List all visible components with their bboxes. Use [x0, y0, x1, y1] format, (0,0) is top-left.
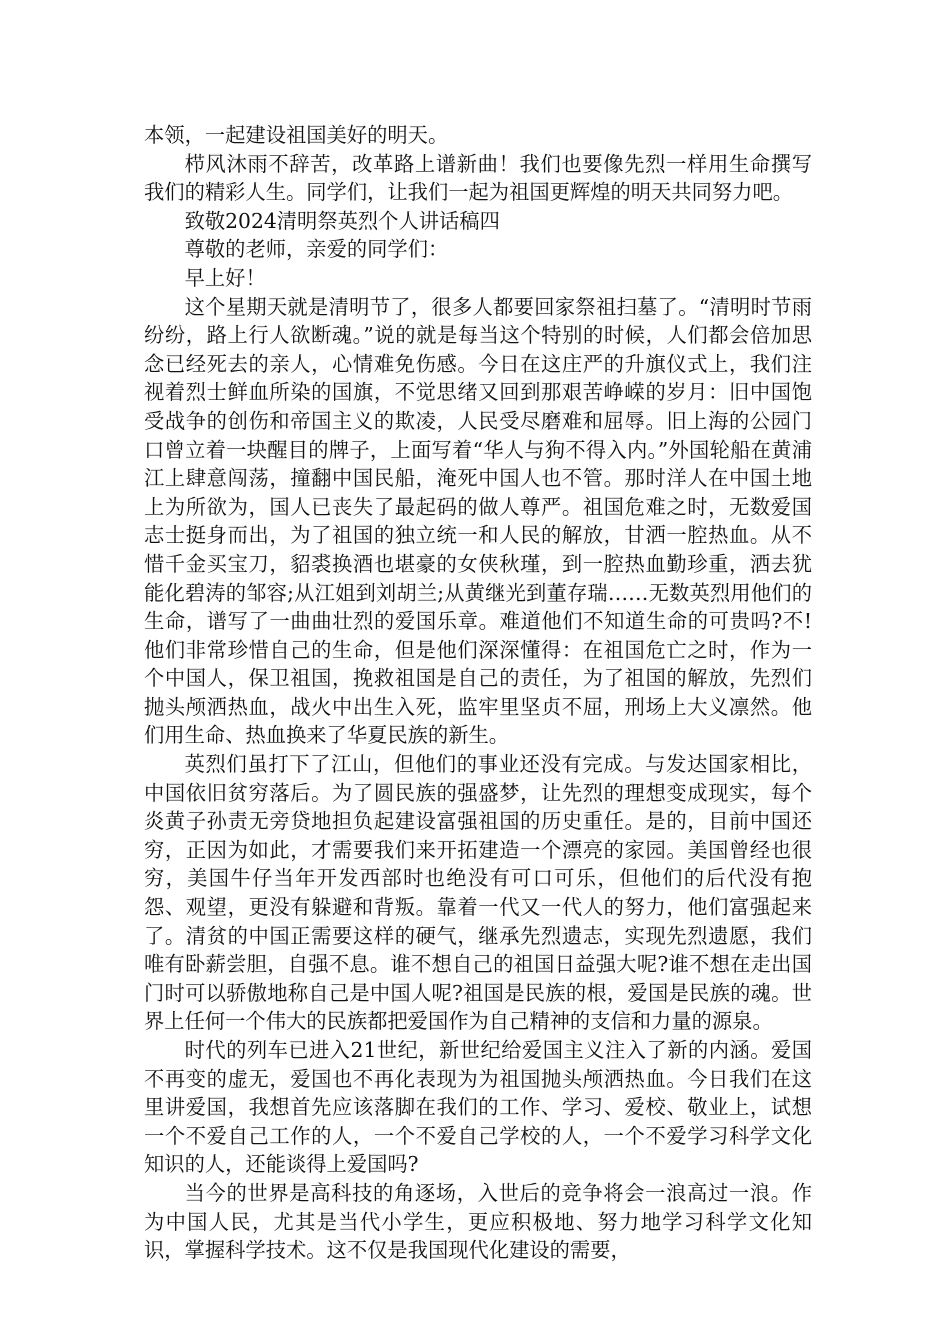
paragraph-6: 当今的世界是高科技的角逐场，入世后的竞争将会一浪高过一浪。作为中国人民，尤其是当代小学生，更应积极地、努力地学习科学文化知识，掌握科学技术。这不仅是我国现代化建设的需要， [144, 1180, 812, 1263]
paragraph-5: 时代的列车已进入21世纪，新世纪给爱国主义注入了新的内涵。爱国不再变的虚无，爱国也不再化表现为为祖国抛头颅洒热血。今日我们在这里讲爱国，我想首先应该落脚在我们的工作、学习、爱校、敬业上，试想一个不爱自己工作的人，一个不爱自己学校的人，一个不爱学习科学文化知识的人，还能谈得上爱国吗? [144, 1038, 812, 1177]
salutation: 尊敬的老师，亲爱的同学们： [184, 237, 449, 262]
paragraph-4: 英烈们虽打下了江山，但他们的事业还没有完成。与发达国家相比，中国依旧贫穷落后。为了圆民族的强盛梦，让先烈的理想变成现实，每个炎黄子孙责无旁贷地担负起建设富强祖国的历史重任。是的，目前中国还穷，正因为如此，才需要我们来开拓建造一个漂亮的家园。美国曾经也很穷，美国牛仔当年开发西部时也绝没有可口可乐，但他们的后代没有抱怨、观望，更没有躲避和背叛。靠着一代又一代人的努力，他们富强起来了。清贫的中国正需要这样的硬气，继承先烈遗志，实现先烈遗愿，我们唯有卧薪尝胆，自强不息。谁不想自己的祖国日益强大呢?谁不想在走出国门时可以骄傲地称自己是中国人呢?祖国是民族的根，爱国是民族的魂。世界上任何一个伟大的民族都把爱国作为自己精神的支信和力量的源泉。 [144, 752, 812, 1034]
document-page [144, 121, 812, 1265]
greeting: 早上好！ [184, 265, 266, 290]
paragraph-3: 这个星期天就是清明节了，很多人都要回家祭祖扫墓了。“清明时节雨纷纷，路上行人欲断魂。”说的就是每当这个特别的时候，人们都会倍加思念已经死去的亲人，心情难免伤感。今日在这庄严的升旗仪式上，我们注视着烈士鲜血所染的国旗，不觉思绪又回到那艰苦峥嵘的岁月：旧中国饱受战争的创伤和帝国主义的欺凌，人民受尽磨难和屈辱。旧上海的公园门口曾立着一块醒目的牌子，上面写着“华人与狗不得入内。”外国轮船在黄浦江上肆意闯荡，撞翻中国民船，淹死中国人也不管。那时洋人在中国土地上为所欲为，国人已丧失了最起码的做人尊严。祖国危难之时，无数爱国志士挺身而出，为了祖国的独立统一和人民的解放，甘洒一腔热血。从不惜千金买宝刀，貂裘换酒也堪豪的女侠秋瑾，到一腔热血勤珍重，洒去犹能化碧涛的邹容;从江姐到刘胡兰;从黄继光到董存瑞……无数英烈用他们的生命，谱写了一曲曲壮烈的爱国乐章。难道他们不知道生命的可贵吗?不!他们非常珍惜自己的生命，但是他们深深懂得：在祖国危亡之时，作为一个中国人，保卫祖国，挽救祖国是自己的责任，为了祖国的解放，先烈们抛头颅洒热血，战火中出生入死，监牢里坚贞不屈，刑场上大义凛然。他们用生命、热血换来了华夏民族的新生。 [144, 294, 812, 748]
paragraph-2: 栉风沐雨不辞苦，改革路上谱新曲！我们也要像先烈一样用生命撰写我们的精彩人生。同学们，让我们一起为祖国更辉煌的明天共同努力吧。 [144, 151, 812, 205]
paragraph-1: 本领，一起建设祖国美好的明天。 [144, 123, 449, 147]
section-heading: 致敬2024清明祭英烈个人讲话稿四 [184, 208, 500, 233]
